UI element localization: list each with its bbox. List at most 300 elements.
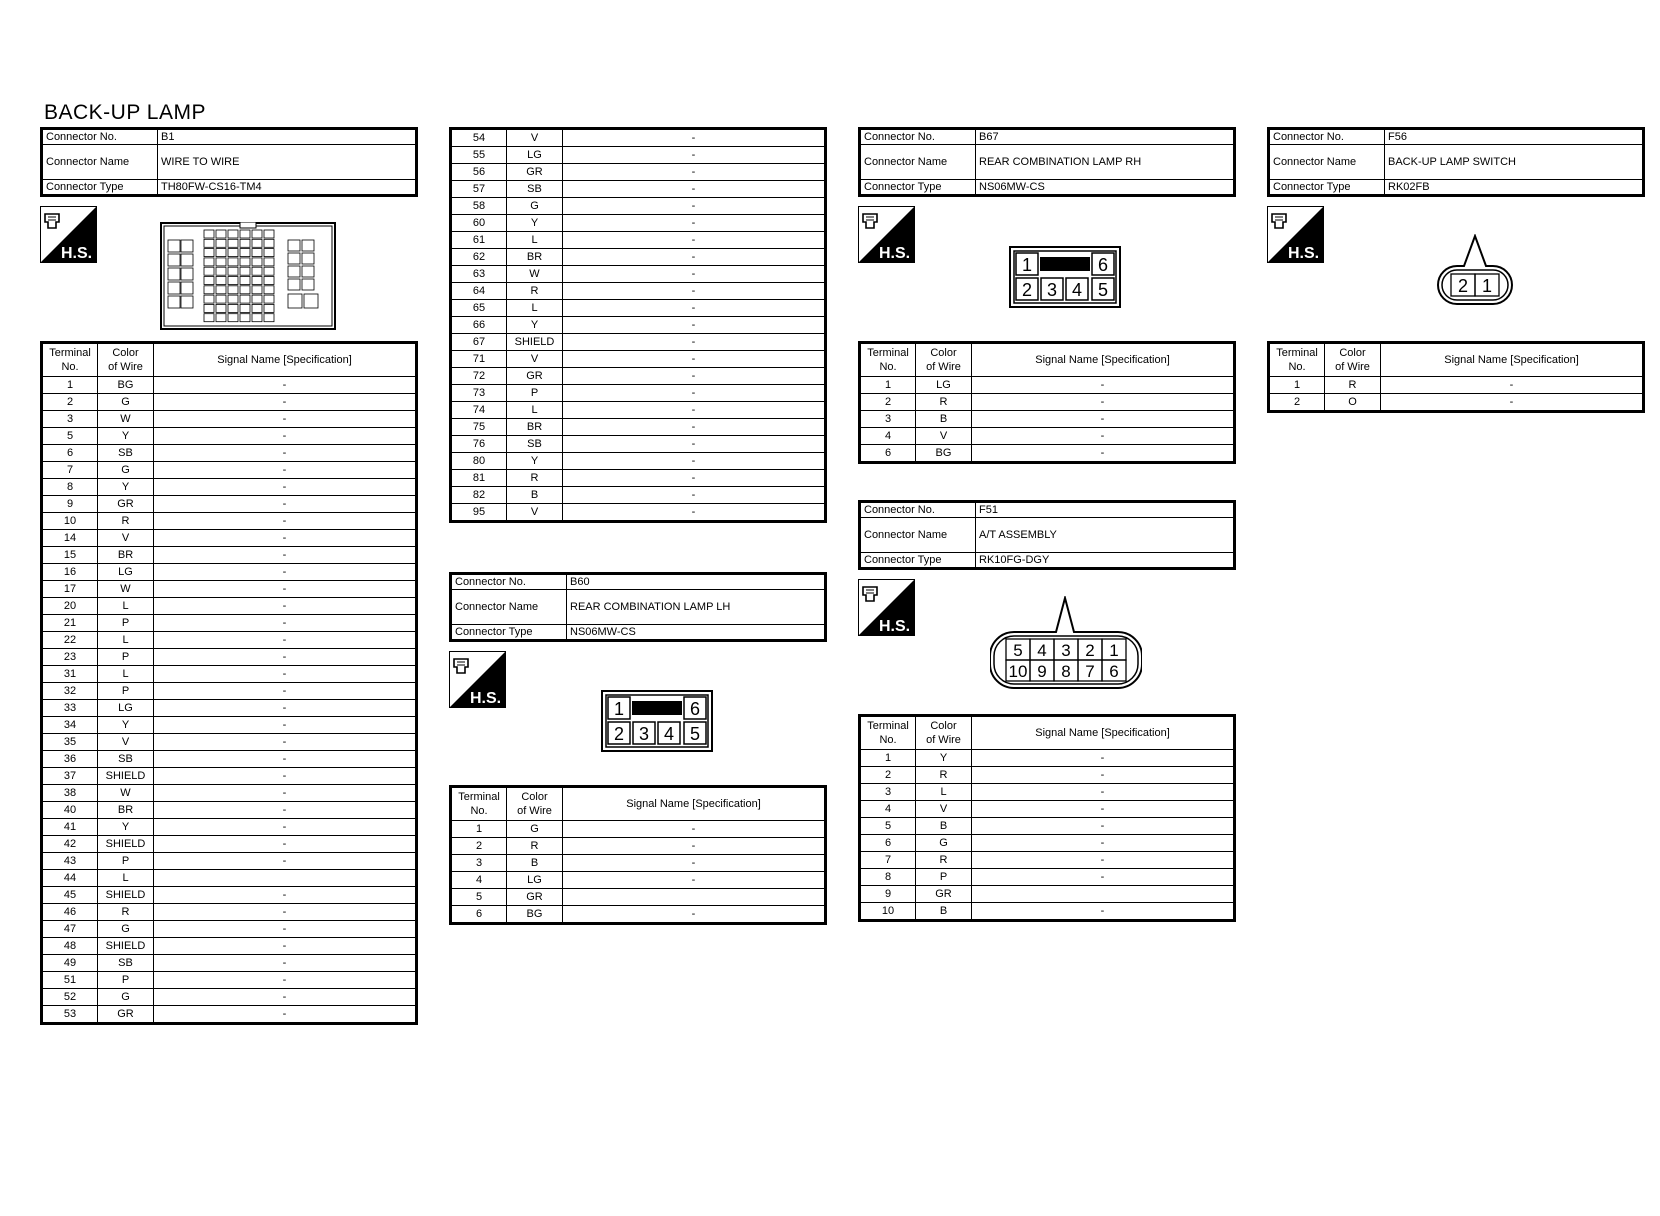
pin-label: 1 — [1109, 641, 1119, 660]
signal-name: - — [154, 989, 417, 1006]
table-row — [451, 487, 826, 504]
wire-color: W — [98, 785, 154, 802]
table-row — [451, 504, 826, 522]
wire-color: BR — [507, 249, 563, 266]
terminal-no: 17 — [42, 581, 98, 598]
wire-color: P — [98, 615, 154, 632]
terminal-no: 6 — [860, 835, 916, 852]
signal-name: - — [154, 496, 417, 513]
signal-name: - — [972, 428, 1235, 445]
terminal-no: 63 — [451, 266, 507, 283]
wire-color: L — [98, 666, 154, 683]
terminal-no: 37 — [42, 768, 98, 785]
pin-label: 4 — [1037, 641, 1047, 660]
svg-text:H.S.: H.S. — [879, 618, 911, 635]
signal-name: - — [563, 300, 826, 317]
wire-color: SHIELD — [507, 334, 563, 351]
label-connector-name: Connector Name — [42, 145, 158, 180]
label-connector-name: Connector Name — [1269, 145, 1385, 180]
label-connector-no: Connector No. — [451, 574, 567, 590]
table-row — [42, 717, 417, 734]
table-row — [860, 801, 1235, 818]
table-row — [42, 479, 417, 496]
table-row — [451, 855, 826, 872]
terminal-no: 72 — [451, 368, 507, 385]
wire-color: SHIELD — [98, 768, 154, 785]
connector-no-value: B60 — [567, 574, 826, 590]
terminal-table-f56 — [1267, 341, 1645, 413]
terminal-no: 10 — [860, 903, 916, 921]
signal-name: - — [563, 838, 826, 855]
wire-color: Y — [98, 717, 154, 734]
wire-color: SB — [507, 436, 563, 453]
terminal-no: 76 — [451, 436, 507, 453]
table-row — [451, 300, 826, 317]
terminal-no: 67 — [451, 334, 507, 351]
terminal-no: 6 — [860, 445, 916, 463]
signal-name: - — [154, 649, 417, 666]
header-terminal: Terminal No. — [860, 716, 916, 750]
pin-label: 4 — [1071, 280, 1083, 300]
wire-color: SHIELD — [98, 887, 154, 904]
table-row — [42, 802, 417, 819]
terminal-no: 2 — [860, 767, 916, 784]
wire-color: V — [507, 351, 563, 368]
terminal-no: 45 — [42, 887, 98, 904]
signal-name: - — [972, 750, 1235, 767]
wire-color: BR — [98, 802, 154, 819]
terminal-no: 7 — [42, 462, 98, 479]
wire-color: L — [916, 784, 972, 801]
signal-name: - — [972, 377, 1235, 394]
table-row — [42, 785, 417, 802]
header-terminal: Terminal No. — [860, 343, 916, 377]
wire-color: BG — [916, 445, 972, 463]
table-row — [451, 283, 826, 300]
pin-label: 9 — [1037, 662, 1047, 681]
pin-label: 5 — [689, 724, 701, 744]
terminal-no: 8 — [42, 479, 98, 496]
table-row — [42, 683, 417, 700]
table-row — [42, 496, 417, 513]
table-row — [1269, 377, 1644, 394]
table-row — [451, 906, 826, 924]
table-row — [451, 334, 826, 351]
connector-no-value: B1 — [158, 129, 417, 145]
table-row — [42, 955, 417, 972]
header-signal: Signal Name [Specification] — [1381, 343, 1644, 377]
wire-color: Y — [916, 750, 972, 767]
wire-color: P — [507, 385, 563, 402]
connector-info-b1 — [40, 127, 418, 197]
terminal-no: 1 — [860, 377, 916, 394]
table-row — [860, 852, 1235, 869]
label-connector-name: Connector Name — [451, 590, 567, 625]
terminal-no: 5 — [42, 428, 98, 445]
signal-name: - — [563, 872, 826, 889]
signal-name: - — [563, 198, 826, 215]
signal-name: - — [154, 377, 417, 394]
wire-color: W — [98, 581, 154, 598]
terminal-table-f51 — [858, 714, 1236, 922]
table-row — [860, 869, 1235, 886]
wire-color: R — [916, 767, 972, 784]
terminal-no: 1 — [860, 750, 916, 767]
wire-color: GR — [98, 1006, 154, 1024]
terminal-no: 20 — [42, 598, 98, 615]
signal-name: - — [563, 419, 826, 436]
wire-color: Y — [98, 479, 154, 496]
signal-name: - — [154, 853, 417, 870]
table-row — [42, 564, 417, 581]
connector-type-value: NS06MW-CS — [567, 625, 826, 641]
table-row — [451, 198, 826, 215]
table-row — [42, 615, 417, 632]
pin-label: 2 — [1021, 280, 1033, 300]
wire-color: G — [507, 198, 563, 215]
table-row — [42, 428, 417, 445]
label-connector-name: Connector Name — [860, 145, 976, 180]
terminal-no: 61 — [451, 232, 507, 249]
terminal-no: 56 — [451, 164, 507, 181]
terminal-no: 1 — [1269, 377, 1325, 394]
wire-color: Y — [507, 215, 563, 232]
table-row — [42, 700, 417, 717]
signal-name: - — [154, 904, 417, 921]
wire-color: LG — [916, 377, 972, 394]
signal-name: - — [154, 530, 417, 547]
wire-color: B — [916, 411, 972, 428]
signal-name: - — [154, 836, 417, 853]
terminal-no: 38 — [42, 785, 98, 802]
pin-label: 5 — [1097, 280, 1109, 300]
table-row — [42, 904, 417, 921]
table-row — [42, 938, 417, 955]
terminal-no: 41 — [42, 819, 98, 836]
terminal-no: 23 — [42, 649, 98, 666]
terminal-no: 33 — [42, 700, 98, 717]
table-row — [42, 411, 417, 428]
signal-name: - — [154, 700, 417, 717]
wire-color: V — [98, 734, 154, 751]
wire-color: L — [507, 232, 563, 249]
wire-color: GR — [916, 886, 972, 903]
terminal-no: 49 — [42, 955, 98, 972]
signal-name: - — [563, 436, 826, 453]
terminal-no: 66 — [451, 317, 507, 334]
wire-color: W — [507, 266, 563, 283]
wire-color: R — [98, 513, 154, 530]
signal-name: - — [563, 487, 826, 504]
terminal-no: 48 — [42, 938, 98, 955]
connector-f56-diagram — [1436, 234, 1514, 308]
signal-name: - — [154, 802, 417, 819]
table-row — [42, 530, 417, 547]
pin-label: 6 — [1097, 255, 1109, 275]
table-row — [451, 453, 826, 470]
harness-side-icon — [40, 206, 97, 263]
signal-name: - — [563, 147, 826, 164]
wire-color: Y — [98, 428, 154, 445]
harness-side-icon — [858, 206, 915, 263]
table-row — [42, 632, 417, 649]
table-row — [451, 181, 826, 198]
connector-b60 — [449, 572, 827, 642]
signal-name: - — [154, 411, 417, 428]
wire-color: V — [507, 504, 563, 522]
wire-color: V — [916, 801, 972, 818]
wire-color: P — [98, 683, 154, 700]
terminal-no: 52 — [42, 989, 98, 1006]
terminal-no: 3 — [860, 784, 916, 801]
wire-color: Y — [98, 819, 154, 836]
signal-name: - — [154, 785, 417, 802]
connector-type-value: RK02FB — [1385, 180, 1644, 196]
terminal-no: 2 — [451, 838, 507, 855]
connector-no-value: B67 — [976, 129, 1235, 145]
table-row — [451, 317, 826, 334]
terminal-table-b67 — [858, 341, 1236, 464]
page-title: BACK-UP LAMP — [44, 101, 206, 124]
header-signal: Signal Name [Specification] — [563, 787, 826, 821]
header-color: Color of Wire — [916, 343, 972, 377]
signal-name: - — [563, 129, 826, 147]
connector-f51-diagram — [990, 596, 1142, 692]
wire-color: Y — [507, 453, 563, 470]
signal-name: - — [563, 855, 826, 872]
wire-color: SHIELD — [98, 836, 154, 853]
wire-color: G — [507, 821, 563, 838]
table-row — [451, 889, 826, 906]
wire-color: O — [1325, 394, 1381, 412]
signal-name: - — [563, 283, 826, 300]
signal-name: - — [972, 818, 1235, 835]
pin-label: 2 — [1085, 641, 1095, 660]
table-row — [860, 886, 1235, 903]
table-row — [860, 377, 1235, 394]
table-row — [451, 232, 826, 249]
terminal-no: 40 — [42, 802, 98, 819]
signal-name — [972, 886, 1235, 903]
table-row — [42, 989, 417, 1006]
signal-name: - — [154, 887, 417, 904]
terminal-no: 1 — [42, 377, 98, 394]
wire-color: BG — [98, 377, 154, 394]
signal-name: - — [154, 428, 417, 445]
signal-name: - — [563, 164, 826, 181]
terminal-no: 57 — [451, 181, 507, 198]
wire-color: LG — [507, 147, 563, 164]
terminal-no: 4 — [860, 428, 916, 445]
wire-color: B — [916, 818, 972, 835]
table-row — [451, 129, 826, 147]
terminal-no: 10 — [42, 513, 98, 530]
table-row — [42, 819, 417, 836]
label-connector-type: Connector Type — [451, 625, 567, 641]
harness-side-icon — [1267, 206, 1324, 263]
signal-name: - — [154, 513, 417, 530]
header-color: Color of Wire — [98, 343, 154, 377]
signal-name: - — [154, 1006, 417, 1024]
terminal-no: 82 — [451, 487, 507, 504]
connector-type-value: TH80FW-CS16-TM4 — [158, 180, 417, 196]
wire-color: B — [507, 855, 563, 872]
terminal-no: 9 — [42, 496, 98, 513]
wire-color: R — [507, 470, 563, 487]
table-row — [451, 436, 826, 453]
label-connector-no: Connector No. — [860, 502, 976, 518]
wire-color: BG — [507, 906, 563, 924]
connector-no-value: F51 — [976, 502, 1235, 518]
connector-type-value: RK10FG-DGY — [976, 553, 1235, 569]
signal-name: - — [154, 479, 417, 496]
svg-text:H.S.: H.S. — [470, 690, 502, 707]
signal-name: - — [563, 351, 826, 368]
table-row — [451, 821, 826, 838]
header-color: Color of Wire — [1325, 343, 1381, 377]
signal-name: - — [563, 821, 826, 838]
pin-label: 1 — [613, 699, 625, 719]
terminal-no: 74 — [451, 402, 507, 419]
label-connector-type: Connector Type — [42, 180, 158, 196]
header-signal: Signal Name [Specification] — [972, 716, 1235, 750]
signal-name: - — [972, 784, 1235, 801]
wire-color: LG — [98, 700, 154, 717]
terminal-no: 32 — [42, 683, 98, 700]
table-row — [42, 377, 417, 394]
terminal-no: 3 — [451, 855, 507, 872]
pin-label: 3 — [638, 724, 650, 744]
signal-name: - — [154, 955, 417, 972]
label-connector-no: Connector No. — [860, 129, 976, 145]
terminal-table-b1 — [40, 341, 418, 1025]
signal-name: - — [563, 453, 826, 470]
table-row — [42, 462, 417, 479]
table-row — [860, 767, 1235, 784]
table-row — [42, 751, 417, 768]
connector-name-value: BACK-UP LAMP SWITCH — [1385, 145, 1644, 180]
wire-color: G — [916, 835, 972, 852]
wire-color: V — [916, 428, 972, 445]
svg-text:H.S.: H.S. — [61, 245, 93, 262]
wire-color: LG — [507, 872, 563, 889]
table-row — [860, 394, 1235, 411]
pin-label: 10 — [1008, 662, 1028, 681]
header-terminal: Terminal No. — [42, 343, 98, 377]
wire-color: BR — [507, 419, 563, 436]
wire-color: P — [98, 853, 154, 870]
svg-text:H.S.: H.S. — [879, 245, 911, 262]
wire-color: GR — [98, 496, 154, 513]
terminal-no: 14 — [42, 530, 98, 547]
terminal-no: 4 — [451, 872, 507, 889]
connector-name-value: A/T ASSEMBLY — [976, 518, 1235, 553]
signal-name: - — [563, 232, 826, 249]
connector-f51 — [858, 500, 1236, 570]
table-row — [451, 164, 826, 181]
table-row — [451, 266, 826, 283]
connector-b60-diagram — [601, 690, 713, 752]
table-row — [860, 750, 1235, 767]
terminal-no: 73 — [451, 385, 507, 402]
terminal-no: 44 — [42, 870, 98, 887]
terminal-no: 35 — [42, 734, 98, 751]
header-terminal: Terminal No. — [451, 787, 507, 821]
table-row — [42, 394, 417, 411]
terminal-no: 53 — [42, 1006, 98, 1024]
connector-name-value: REAR COMBINATION LAMP RH — [976, 145, 1235, 180]
pin-label: 2 — [613, 724, 625, 744]
table-row — [451, 402, 826, 419]
terminal-no: 22 — [42, 632, 98, 649]
signal-name: - — [154, 734, 417, 751]
terminal-no: 54 — [451, 129, 507, 147]
table-row — [42, 768, 417, 785]
signal-name: - — [563, 402, 826, 419]
signal-name: - — [563, 266, 826, 283]
connector-b67 — [858, 127, 1236, 197]
terminal-no: 62 — [451, 249, 507, 266]
terminal-no: 7 — [860, 852, 916, 869]
terminal-no: 51 — [42, 972, 98, 989]
terminal-no: 55 — [451, 147, 507, 164]
terminal-no: 6 — [42, 445, 98, 462]
svg-text:H.S.: H.S. — [1288, 245, 1320, 262]
table-row — [451, 838, 826, 855]
connector-type-value: NS06MW-CS — [976, 180, 1235, 196]
signal-name: - — [972, 801, 1235, 818]
signal-name: - — [563, 906, 826, 924]
label-connector-type: Connector Type — [1269, 180, 1385, 196]
signal-name: - — [972, 835, 1235, 852]
table-row — [42, 870, 417, 887]
signal-name: - — [154, 394, 417, 411]
terminal-no: 5 — [451, 889, 507, 906]
table-row — [451, 249, 826, 266]
pin-label: 3 — [1046, 280, 1058, 300]
table-row — [860, 784, 1235, 801]
signal-name — [154, 870, 417, 887]
terminal-no: 9 — [860, 886, 916, 903]
pin-label: 5 — [1013, 641, 1023, 660]
wire-color: L — [507, 402, 563, 419]
signal-name: - — [563, 249, 826, 266]
connector-name-value: REAR COMBINATION LAMP LH — [567, 590, 826, 625]
table-row — [42, 836, 417, 853]
terminal-no: 80 — [451, 453, 507, 470]
connector-b67-diagram — [1009, 246, 1121, 308]
table-row — [860, 818, 1235, 835]
signal-name: - — [972, 903, 1235, 921]
wire-color: V — [507, 129, 563, 147]
table-row — [451, 385, 826, 402]
signal-name: - — [563, 385, 826, 402]
table-row — [451, 470, 826, 487]
header-signal: Signal Name [Specification] — [972, 343, 1235, 377]
terminal-no: 71 — [451, 351, 507, 368]
terminal-no: 8 — [860, 869, 916, 886]
signal-name: - — [154, 445, 417, 462]
label-connector-no: Connector No. — [42, 129, 158, 145]
wire-color: R — [916, 852, 972, 869]
terminal-no: 3 — [42, 411, 98, 428]
terminal-no: 31 — [42, 666, 98, 683]
signal-name: - — [154, 683, 417, 700]
signal-name: - — [154, 598, 417, 615]
signal-name: - — [154, 581, 417, 598]
wire-color: Y — [507, 317, 563, 334]
wire-color: R — [98, 904, 154, 921]
